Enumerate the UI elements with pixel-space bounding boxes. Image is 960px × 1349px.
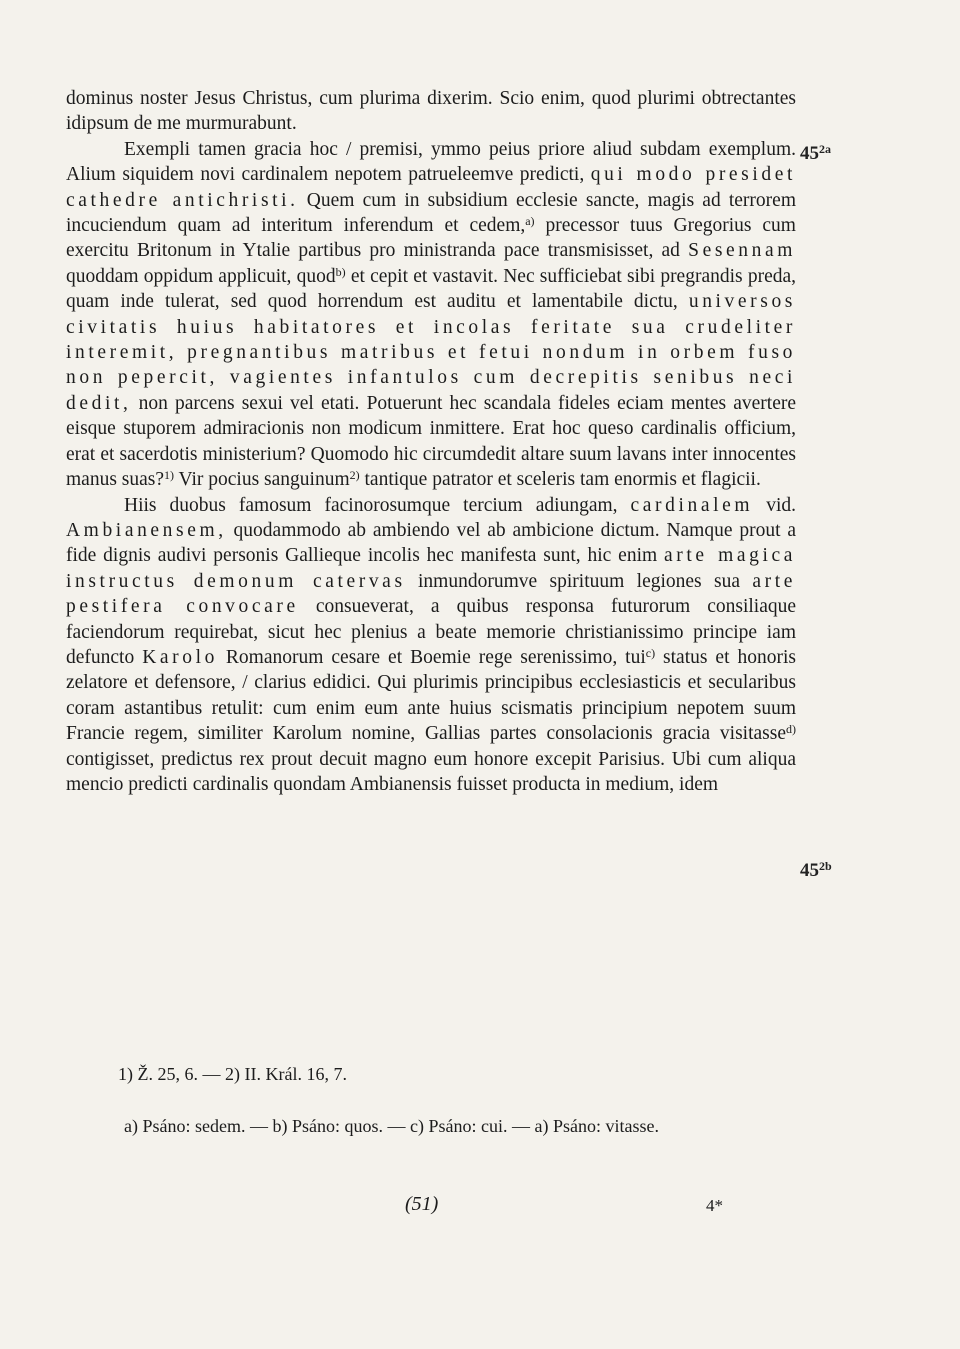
footnote-mark: a) [525, 214, 535, 229]
footnote-mark: 1) [164, 468, 175, 483]
text-run: Quem cum in subsidium ecclesie sancte, magis ad terrorem incuciendum quam ad interitum inferendum et cedem, [66, 189, 796, 237]
paragraph-1-text: dominus noster Jesus Christus, cum plurima dixerim. Scio enim, quod plurimi obtrectantes idipsum de me murmurabunt. [66, 88, 796, 135]
page-number: (51) [405, 1193, 439, 1215]
footnote-mark: b) [335, 264, 346, 279]
spaced-text: Sesennam [688, 240, 796, 262]
text-run: quodammodo ab ambiendo vel ab ambicione dictum. Namque prout a fide dignis audivi personis Gallieque incolis hec manifesta sunt, hic enim [66, 519, 796, 567]
text-run: non parcens sexui vel etati. Potuerunt hec scandala fideles eciam mentes avertere eisque stuporem admiracionis non modicum inmittere. Erat hoc queso cardinalis officium, erat et sacerdotis ministerium? Quomodo hic circumdedit altare suum lavans inter innocentes manus suas? [66, 392, 796, 491]
text-run: Romanorum cesare et Boemie rege serenissimo, tui [217, 646, 646, 668]
text-run: Vir pocius sanguinum [174, 469, 350, 491]
text-run: Exempli tamen gracia hoc / premisi, ymmo peius priore aliud subdam exemplum. Alium siquidem novi cardinalem nepotem patrueleemve predicti, [66, 138, 796, 186]
spaced-text: cardinalem [630, 494, 754, 516]
spaced-text: Ambianensem, [66, 519, 227, 541]
text-run: consueverat, a quibus responsa futurorum consiliaque faciendorum requirebat, sicut hec plenius a beate memorie christianissimo principe iam defuncto [66, 596, 797, 668]
spaced-text: qui modo presidet cathedre antichristi. [66, 164, 797, 211]
text-run: precessor tuus Gregorius cum exercitu Britonum in Ytalie partibus pro ministranda pace transmisisset, ad [66, 215, 796, 262]
paragraph-2 [66, 137, 796, 493]
margin-folio-45-2b: $45^{2b}$ [800, 859, 832, 881]
margin-folio-45-2a: $45^{2a}$ [800, 142, 831, 164]
spaced-text: Karolo [142, 646, 218, 668]
footnote-mark: c) [645, 645, 656, 660]
text-run: inmundorumve spirituum legiones sua [405, 570, 753, 592]
text-run: tantique patrator et sceleris tam enormis et flagicii. [359, 469, 761, 491]
sheet-signature: 4* [706, 1196, 723, 1215]
biblical-footnotes: 1) Ž. 25, 6. — 2) II. Král. 16, 7. [118, 1064, 347, 1084]
textual-footnotes: a) Psáno: sedem. — b) Psáno: quos. — c) Psáno: cui. — a) Psáno: vitasse. [124, 1116, 659, 1136]
text-run: et cepit et vastavit. Nec sufficiebat sibi pregrandis preda, quam inde tulerat, sed quod horrendum est auditu et lamentabile dictu, [66, 265, 797, 313]
footnote-mark: d) [786, 722, 796, 737]
paragraph-3 [66, 493, 796, 798]
text-run: status et honoris zelatore et defensore, / clarius edidici. Qui plurimis principibus ecclesiasticis et secularibus coram astantibus retulit: cum enim eum ante huius scismatis principium nepotem suum Francie regem, similiter Karolum nomine, Gallias partes consolacionis gracia visitasse [66, 646, 796, 745]
spaced-text: universos civitatis huius habitatores et incolas feritate sua crudeliter interemit, pregnantibus matribus et fetui nondum in orbem fuso non pepercit, vagientes infantulos cum decrepitis senibus neci dedit, [66, 291, 796, 414]
main-text [66, 86, 796, 797]
text-run: contigisset, predictus rex prout decuit magno eum honore excepit Parisius. Ubi cum aliqua mencio predicti cardinalis quondam Ambianensis fuisset producta in medium, idem [66, 748, 796, 795]
footnote-mark: 2) [349, 468, 360, 483]
text-run: quoddam oppidum applicuit, quod [66, 265, 336, 287]
spaced-text: arte pestifera convocare [66, 570, 797, 618]
spaced-text: arte magica instructus demonum catervas [66, 545, 797, 592]
text-run: Hiis duobus famosum facinorosumque tercium adiungam, [124, 494, 631, 516]
paragraph-1 [66, 86, 796, 137]
text-run: vid. [753, 494, 796, 516]
